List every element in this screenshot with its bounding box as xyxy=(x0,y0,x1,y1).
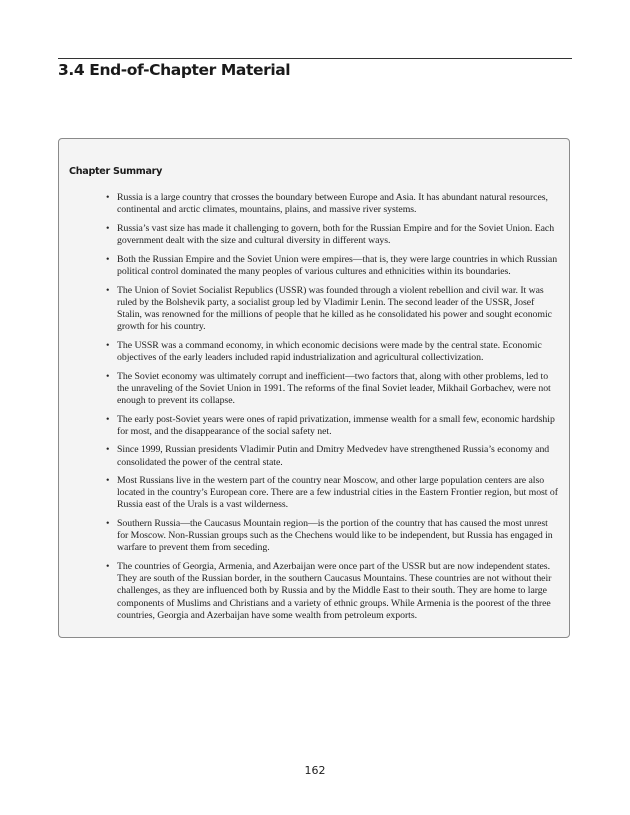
summary-item-text: The Union of Soviet Socialist Republics (USSR) was founded through a violent rebellion and civil war. It was ruled by the Bolshevik party, a socialist group led by Vladimir Lenin. The second leader of the USSR, Josef Stalin, was renowned for the millions of people that he killed as he consolidated his power and sought economic growth for his country. xyxy=(117,284,552,332)
chapter-summary-box xyxy=(58,138,570,638)
summary-item-text: The early post-Soviet years were ones of rapid privatization, immense wealth for a small few, economic hardship for most, and the disappearance of the social safety net. xyxy=(117,413,555,437)
bullet-icon: • xyxy=(106,413,110,425)
header-rule xyxy=(58,58,572,59)
summary-item-text: Most Russians live in the western part of the country near Moscow, and other large population centers are also located in the country’s European core. There are a few industrial cities in the Eastern Frontier region, but most of Russia east of the Urals is a vast wilderness. xyxy=(117,475,558,511)
summary-item-text: Both the Russian Empire and the Soviet Union were empires—that is, they were large countries in which Russian political control dominated the many peoples of various cultures and ethnicities within its boundaries. xyxy=(117,253,558,277)
summary-item-text: The countries of Georgia, Armenia, and Azerbaijan were once part of the USSR but are now independent states. They are south of the Russian border, in the southern Caucasus Mountains. These countries are not without their challenges, as they are influenced both by Russia and by the Middle East to their south. They are home to large components of Muslims and Christians and a variety of ethnic groups. While Armenia is the poorest of the three countries, Georgia and Azerbaijan have some wealth from petroleum exports. xyxy=(117,561,552,621)
summary-item xyxy=(106,222,559,247)
summary-item xyxy=(106,339,559,364)
summary-item-text: Russia’s vast size has made it challenging to govern, both for the Russian Empire and for the Soviet Union. Each government dealt with the size and cultural diversity in different ways. xyxy=(117,222,555,246)
summary-item xyxy=(106,518,559,554)
summary-item xyxy=(106,413,559,438)
summary-item-text: The Soviet economy was ultimately corrupt and inefficient—two factors that, along with other problems, led to the unraveling of the Soviet Union in 1991. The reforms of the final Soviet leader, Mikhail Gorbachev, were not enough to prevent its collapse. xyxy=(117,370,551,406)
bullet-icon: • xyxy=(106,475,110,487)
section-heading: 3.4 End-of-Chapter Material xyxy=(58,61,291,79)
chapter-summary-title: Chapter Summary xyxy=(69,166,163,177)
summary-item xyxy=(106,444,559,468)
bullet-icon: • xyxy=(106,192,110,203)
summary-item-text: Southern Russia—the Caucasus Mountain region—is the portion of the country that has caused the most unrest for Moscow. Non-Russian groups such as the Chechens would like to be independent, but Russia has engaged in warfare to prevent them from seceding. xyxy=(117,518,553,554)
bullet-icon: • xyxy=(106,222,110,234)
summary-item xyxy=(106,284,559,333)
bullet-icon: • xyxy=(106,253,110,265)
summary-item xyxy=(106,253,559,278)
bullet-icon: • xyxy=(106,370,110,382)
summary-item-text: Russia is a large country that crosses the boundary between Europe and Asia. It has abundant natural resources, continental and arctic climates, mountains, plains, and massive river systems. xyxy=(117,192,548,216)
summary-item xyxy=(106,561,559,621)
page-number: 162 xyxy=(304,764,326,777)
summary-list xyxy=(106,192,559,628)
bullet-icon: • xyxy=(106,444,110,456)
summary-item xyxy=(106,475,559,511)
bullet-icon: • xyxy=(106,561,110,573)
bullet-icon: • xyxy=(106,284,110,296)
bullet-icon: • xyxy=(106,339,110,351)
summary-item-text: The USSR was a command economy, in which economic decisions were made by the central state. Economic objectives of the early leaders included rapid industrialization and agricultural collectivization. xyxy=(117,339,542,363)
summary-item xyxy=(106,370,559,407)
summary-item-text: Since 1999, Russian presidents Vladimir Putin and Dmitry Medvedev have strengthened Russia’s economy and consolidated the power of the central state. xyxy=(117,444,550,468)
bullet-icon: • xyxy=(106,518,110,530)
summary-item xyxy=(106,192,559,216)
